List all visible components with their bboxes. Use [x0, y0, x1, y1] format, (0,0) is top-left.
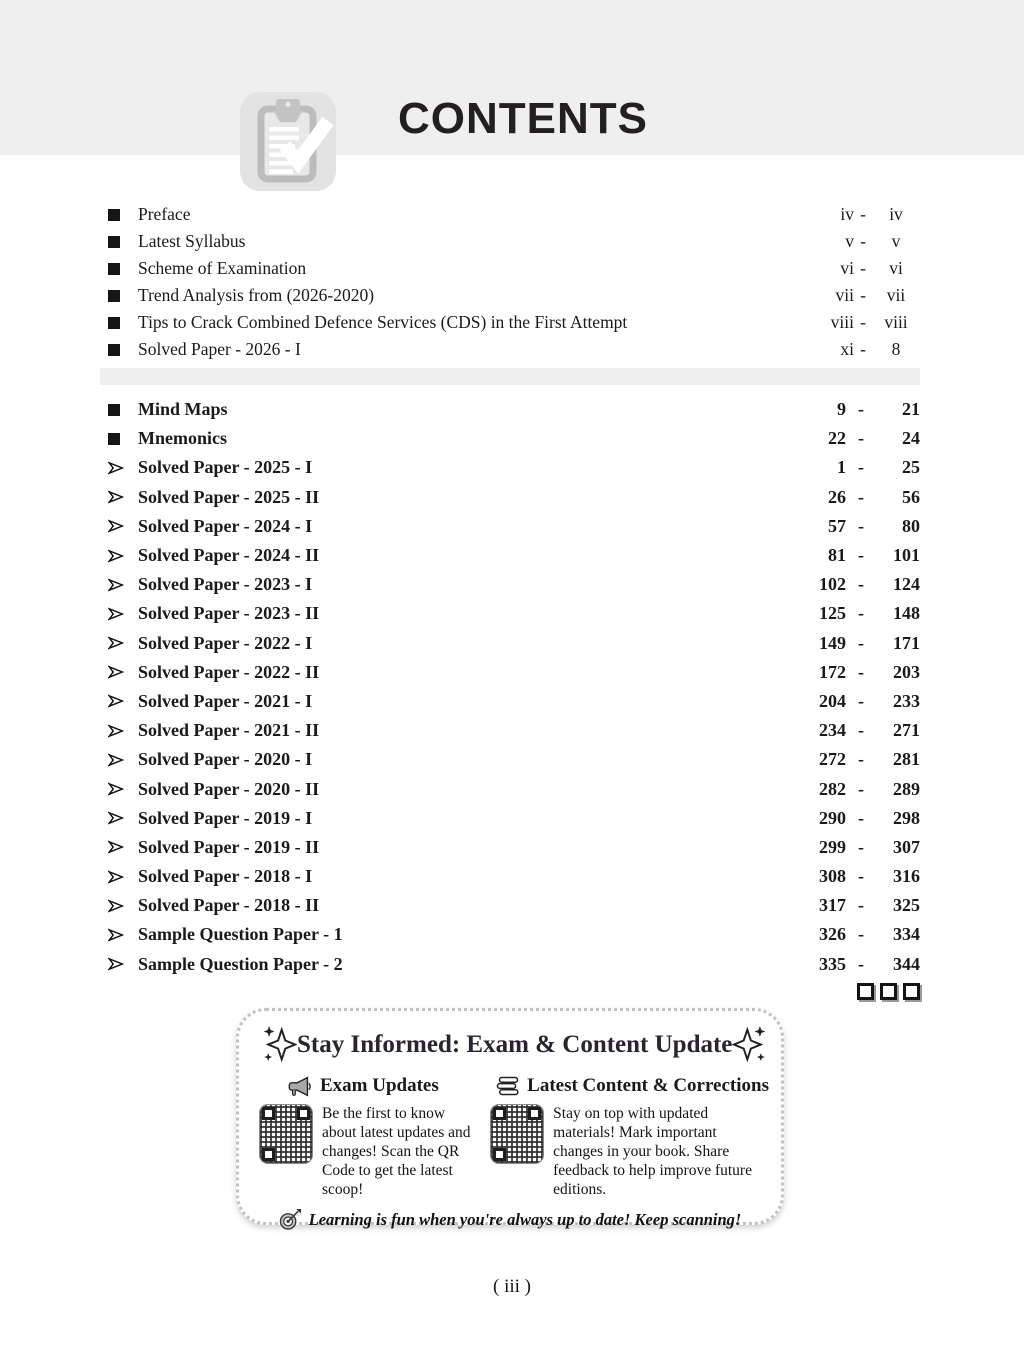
toc-item-label: Solved Paper - 2022 - II: [138, 661, 320, 682]
toc-item-label: Solved Paper - 2020 - II: [138, 778, 320, 799]
bullet-icon: [108, 578, 138, 592]
toc-item-pages: 317 - 325: [819, 895, 920, 916]
toc-item-pages: 1 - 25: [837, 457, 920, 478]
toc-row: [108, 891, 920, 920]
toc-item-pages: xi - 8: [840, 339, 901, 359]
toc-row: [108, 716, 920, 745]
toc-row: [108, 201, 920, 228]
toc-item-label: Preface: [138, 204, 191, 224]
box-title: Stay Informed: Exam & Content Update: [297, 1031, 733, 1058]
bullet-icon: [108, 290, 138, 302]
toc-item-pages: 234 - 271: [819, 720, 920, 741]
bullet-icon: [108, 236, 138, 248]
toc-item-label: Tips to Crack Combined Defence Services (CDS) in the First Attempt: [138, 312, 628, 332]
toc-item-label: Solved Paper - 2025 - II: [138, 486, 320, 507]
main-contents-list: [108, 395, 920, 979]
bullet-icon: [108, 694, 138, 708]
bullet-icon: [108, 519, 138, 533]
toc-item-label: Solved Paper - 2019 - II: [138, 836, 320, 857]
box-columns: [239, 1066, 781, 1199]
page-title: CONTENTS: [398, 94, 648, 143]
toc-item-label: Solved Paper - 2020 - I: [138, 749, 313, 770]
clipboard-check-icon: [240, 92, 336, 191]
content-corrections-label: Latest Content & Corrections: [527, 1075, 769, 1096]
toc-row: [108, 629, 920, 658]
toc-item-pages: 102 - 124: [819, 574, 920, 595]
toc-item-pages: v - v: [845, 231, 901, 251]
toc-item-pages: 335 - 344: [819, 953, 920, 974]
toc-item-pages: 204 - 233: [819, 690, 920, 711]
bullet-icon: [108, 665, 138, 679]
toc-item-pages: 272 - 281: [819, 749, 920, 770]
bullet-icon: [108, 928, 138, 942]
toc-item-label: Scheme of Examination: [138, 258, 307, 278]
bullet-icon: [108, 607, 138, 621]
toc-item-label: Solved Paper - 2024 - II: [138, 545, 320, 566]
toc-row: [108, 862, 920, 891]
toc-item-pages: 282 - 289: [819, 778, 920, 799]
toc-item-pages: 9 - 21: [837, 399, 920, 420]
toc-row: [108, 804, 920, 833]
exam-updates-text: Be the first to know about latest updates and changes! Scan the QR Code to get the latest scoop!: [322, 1105, 471, 1199]
toc-item-label: Latest Syllabus: [138, 231, 246, 251]
bullet-icon: [108, 724, 138, 738]
toc-row: [108, 774, 920, 803]
bullet-icon: [108, 870, 138, 884]
toc-item-label: Solved Paper - 2021 - I: [138, 690, 313, 711]
toc-row: [108, 599, 920, 628]
bullet-icon: [108, 811, 138, 825]
toc-row: [108, 541, 920, 570]
bullet-icon: [108, 636, 138, 650]
toc-item-pages: viii - viii: [830, 312, 908, 332]
end-of-list-squares-icon: [108, 983, 920, 1000]
dart-target-icon: [279, 1208, 302, 1231]
toc-item-pages: 172 - 203: [819, 661, 920, 682]
toc-item-label: Solved Paper - 2023 - II: [138, 603, 320, 624]
toc-item-label: Solved Paper - 2019 - I: [138, 807, 313, 828]
toc-item-pages: 326 - 334: [819, 924, 920, 945]
toc-item-label: Solved Paper - 2018 - I: [138, 866, 313, 887]
toc-item-pages: 308 - 316: [819, 866, 920, 887]
toc-item-label: Trend Analysis from (2026-2020): [138, 285, 375, 305]
toc-item-pages: 290 - 298: [819, 807, 920, 828]
box-title-row: [239, 1011, 781, 1066]
toc-item-label: Solved Paper - 2026 - I: [138, 339, 301, 359]
toc-row: [108, 687, 920, 716]
toc-item-pages: 26 - 56: [828, 486, 920, 507]
bullet-icon: [108, 344, 138, 356]
content-corrections-column: [480, 1075, 769, 1199]
toc-item-pages: 57 - 80: [828, 515, 920, 536]
books-stack-icon: [496, 1076, 520, 1097]
bullet-icon: [108, 782, 138, 796]
toc-item-label: Solved Paper - 2018 - II: [138, 895, 320, 916]
toc-item-label: Solved Paper - 2023 - I: [138, 574, 313, 595]
toc-item-pages: 22 - 24: [828, 428, 920, 449]
toc-item-pages: vi - vi: [840, 258, 903, 278]
page-number: ( iii ): [493, 1276, 531, 1297]
toc-row: [108, 483, 920, 512]
bullet-icon: [108, 263, 138, 275]
qr-code: [490, 1104, 544, 1164]
toc-row: [108, 658, 920, 687]
toc-item-pages: iv - iv: [840, 204, 903, 224]
toc-item-label: Solved Paper - 2024 - I: [138, 515, 313, 536]
toc-item-pages: 149 - 171: [819, 632, 920, 653]
bullet-icon: [108, 209, 138, 221]
front-matter-list: [108, 201, 920, 363]
toc-item-pages: 125 - 148: [819, 603, 920, 624]
content-corrections-text: Stay on top with updated materials! Mark important changes in your book. Share feedback to help improve future editions.: [553, 1105, 752, 1199]
box-footer-text: Learning is fun when you're always up to date! Keep scanning!: [308, 1209, 742, 1229]
toc-item-pages: 81 - 101: [828, 545, 920, 566]
toc-row: [108, 570, 920, 599]
toc-row: [108, 920, 920, 949]
toc-item-label: Sample Question Paper - 1: [138, 924, 343, 945]
box-footer: [239, 1208, 781, 1231]
megaphone-icon: [287, 1076, 313, 1097]
toc-row: [108, 453, 920, 482]
exam-updates-heading: [287, 1075, 480, 1097]
section-divider: [100, 368, 920, 385]
toc-row: [108, 512, 920, 541]
bullet-icon: [108, 753, 138, 767]
bullet-icon: [108, 840, 138, 854]
toc-row: [108, 745, 920, 774]
bullet-icon: [108, 899, 138, 913]
bullet-icon: [108, 490, 138, 504]
stay-informed-box: [236, 1008, 784, 1229]
sparkle-icon: [261, 1024, 297, 1066]
content-corrections-heading: [496, 1075, 769, 1097]
bullet-icon: [108, 433, 138, 445]
toc-row: [108, 424, 920, 453]
toc-item-label: Sample Question Paper - 2: [138, 953, 343, 974]
toc-row: [108, 228, 920, 255]
exam-updates-body: [259, 1104, 480, 1199]
qr-code: [259, 1104, 313, 1164]
toc-row: [108, 950, 920, 979]
exam-updates-label: Exam Updates: [320, 1075, 439, 1096]
content-corrections-body: [490, 1104, 769, 1199]
toc-item-label: Solved Paper - 2021 - II: [138, 720, 320, 741]
toc-item-label: Mnemonics: [138, 428, 227, 449]
toc-item-label: Mind Maps: [138, 399, 228, 420]
toc-row: [108, 255, 920, 282]
bullet-icon: [108, 404, 138, 416]
toc-item-label: Solved Paper - 2025 - I: [138, 457, 313, 478]
toc-row: [108, 336, 920, 363]
toc-item-label: Solved Paper - 2022 - I: [138, 632, 313, 653]
toc-row: [108, 833, 920, 862]
sparkle-icon: [732, 1024, 768, 1066]
toc-row: [108, 395, 920, 424]
toc-item-pages: vii - vii: [835, 285, 906, 305]
bullet-icon: [108, 957, 138, 971]
bullet-icon: [108, 461, 138, 475]
toc-item-pages: 299 - 307: [819, 836, 920, 857]
bullet-icon: [108, 549, 138, 563]
toc-row: [108, 309, 920, 336]
exam-updates-column: [259, 1075, 480, 1199]
bullet-icon: [108, 317, 138, 329]
toc-row: [108, 282, 920, 309]
